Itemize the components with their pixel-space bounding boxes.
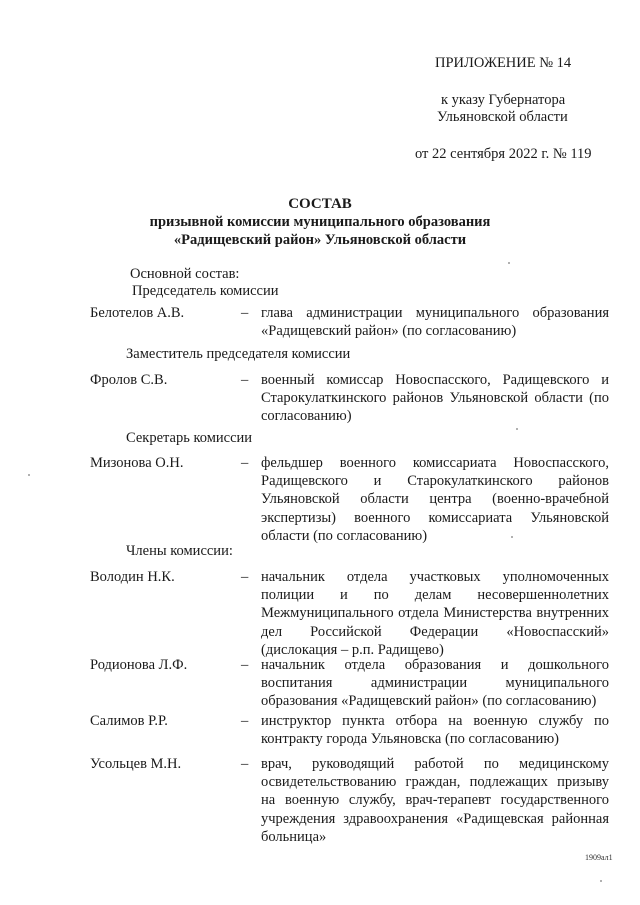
footer-code: 1909ал1 bbox=[585, 853, 613, 862]
scan-speck bbox=[600, 880, 602, 882]
member-description: глава администрации муниципального образования «Радищевский район» (по согласованию) bbox=[261, 305, 609, 340]
member-name: Салимов Р.Р. bbox=[90, 713, 168, 729]
document-title: СОСТАВ bbox=[288, 196, 352, 212]
section-main: Основной состав: bbox=[130, 266, 240, 282]
member-description: фельдшер военного комиссариата Новоспасского, Радищевского и Старокулаткинского районов Ульяновской области центра (военно-врачебной экспертизы) военного комиссариата Ульяновской области (по согласованию) bbox=[261, 455, 609, 544]
member-dash: – bbox=[241, 372, 249, 388]
scan-speck bbox=[511, 536, 513, 538]
decree-date: от 22 сентября 2022 г. № 119 bbox=[415, 146, 592, 162]
section-secretary: Секретарь комиссии bbox=[126, 430, 253, 446]
member-description: военный комиссар Новоспасского, Радищевского и Старокулаткинского районов Ульяновской области (по согласованию) bbox=[261, 372, 609, 425]
document-subtitle-line1: призывной комиссии муниципального образования bbox=[149, 214, 491, 230]
member-description: начальник отдела участковых уполномоченных полиции и по делам несовершеннолетних Межмуниципального отдела Министерства внутренних дел Российской Федерации «Новоспасский» (дислокация – р.п. Радищево) bbox=[261, 569, 609, 658]
section-chairman: Председатель комиссии bbox=[132, 283, 279, 299]
member-dash: – bbox=[241, 455, 249, 471]
scan-speck bbox=[28, 474, 30, 476]
member-dash: – bbox=[241, 713, 249, 729]
section-deputy: Заместитель председателя комиссии bbox=[126, 346, 351, 362]
section-members: Члены комиссии: bbox=[126, 543, 233, 559]
member-dash: – bbox=[241, 305, 249, 321]
document-subtitle-line2: «Радищевский район» Ульяновской области bbox=[173, 232, 467, 248]
member-dash: – bbox=[241, 756, 249, 772]
member-name: Усольцев М.Н. bbox=[90, 756, 182, 772]
scan-speck bbox=[516, 428, 518, 430]
decree-region: Ульяновской области bbox=[437, 109, 568, 125]
member-description: инструктор пункта отбора на военную службу по контракту города Ульяновска (по согласованию) bbox=[261, 713, 609, 748]
member-name: Родионова Л.Ф. bbox=[90, 657, 188, 673]
member-description: начальник отдела образования и дошкольного воспитания администрации муниципального образования «Радищевский район» (по согласованию) bbox=[261, 657, 609, 710]
member-description: врач, руководящий работой по медицинскому освидетельствованию граждан, подлежащих призыву на военную службу, врач-терапевт государственного учреждения здравоохранения «Радищевская районная больница» bbox=[261, 756, 609, 845]
member-name: Мизонова О.Н. bbox=[90, 455, 184, 471]
member-name: Белотелов А.В. bbox=[90, 305, 185, 321]
member-name: Володин Н.К. bbox=[90, 569, 175, 585]
member-dash: – bbox=[241, 657, 249, 673]
member-name: Фролов С.В. bbox=[90, 372, 168, 388]
appendix-number: ПРИЛОЖЕНИЕ № 14 bbox=[435, 55, 572, 71]
scan-speck bbox=[508, 262, 510, 264]
decree-reference: к указу Губернатора bbox=[441, 92, 566, 108]
member-dash: – bbox=[241, 569, 249, 585]
